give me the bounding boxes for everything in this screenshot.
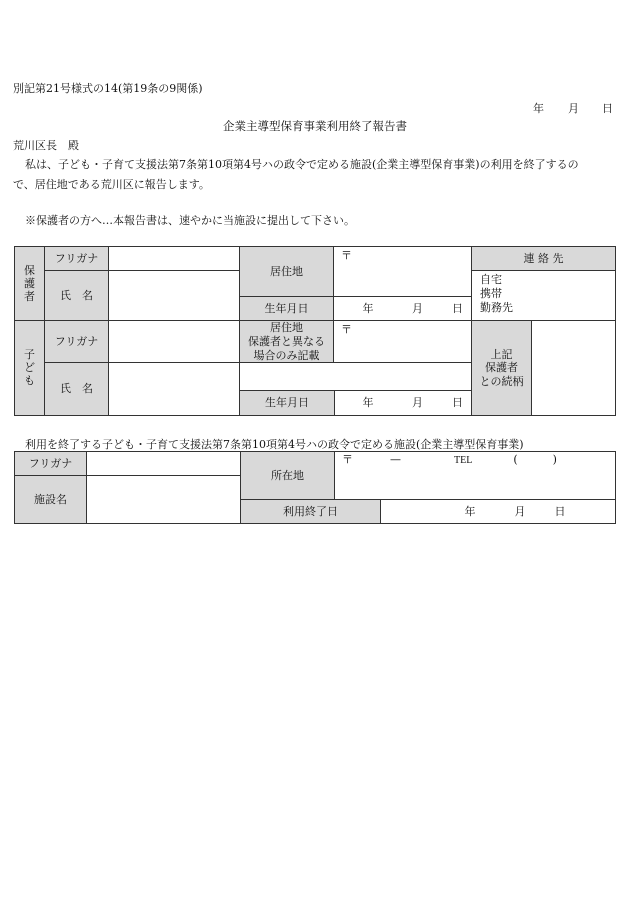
guardian-residence-field[interactable] — [334, 247, 472, 297]
postal-dash: — — [390, 453, 401, 466]
guardian-child-table — [14, 246, 616, 416]
facility-furigana-field[interactable] — [87, 452, 241, 476]
document-title: 企業主導型保育事業利用終了報告書 — [223, 119, 407, 133]
guardian-name-label: 氏 名 — [45, 271, 109, 321]
child-residence-label: 居住地 保護者と異なる 場合のみ記載 — [240, 321, 334, 363]
body-text-line1: 私は、子ども・子育て支援法第7条第10項第4号ハの政令で定める施設(企業主導型保育事業)の利用を終了するの — [25, 158, 579, 171]
facility-name-label: 施設名 — [15, 476, 87, 524]
end-month-label: 月 — [514, 504, 526, 518]
child-label: 子ども — [15, 321, 45, 416]
child-birthdate-field[interactable] — [335, 391, 471, 415]
birth-day-label: 日 — [452, 301, 463, 315]
facility-furigana-label: フリガナ — [15, 452, 87, 476]
tel-paren-close: ) — [552, 453, 557, 466]
postal-mark: 〒 — [341, 249, 352, 262]
guardian-furigana-field[interactable] — [109, 247, 240, 271]
child-furigana-label: フリガナ — [45, 321, 109, 363]
guardian-note: ※保護者の方へ…本報告書は、速やかに当施設に提出して下さい。 — [25, 214, 355, 227]
form-number: 別記第21号様式の14(第19条の9関係) — [13, 82, 203, 95]
child-name-label: 氏 名 — [45, 363, 109, 416]
end-date-label: 利用終了日 — [241, 500, 381, 524]
tel-label: TEL — [454, 455, 473, 466]
date-day-label: 日 — [602, 102, 613, 115]
child-residence-field[interactable] — [334, 321, 472, 363]
guardian-residence-label: 居住地 — [240, 247, 334, 297]
tel-paren-open: ( — [513, 453, 518, 466]
end-year-label: 年 — [464, 504, 476, 518]
postal-mark: 〒 — [341, 323, 352, 336]
facility-location-field[interactable] — [335, 452, 616, 500]
child-birth-year-label: 年 — [362, 396, 374, 410]
child-birth-month-label: 月 — [412, 396, 423, 410]
end-day-label: 日 — [554, 504, 566, 518]
guardian-label: 保護者 — [15, 247, 45, 321]
contact-header: 連 絡 先 — [472, 247, 616, 271]
postal-mark: 〒 — [342, 453, 353, 466]
facility-location-label: 所在地 — [241, 452, 335, 500]
facility-caption: 利用を終了する子ども・子育て支援法第7条第10項第4号ハの政令で定める施設(企業主導型保育事業) — [25, 438, 524, 451]
contact-field[interactable] — [472, 271, 616, 321]
child-birthdate-label: 生年月日 — [240, 391, 335, 415]
guardian-birthdate-field[interactable] — [334, 297, 472, 321]
child-birth-row — [240, 363, 472, 416]
guardian-name-field[interactable] — [109, 271, 240, 321]
date-year-label: 年 — [533, 102, 544, 115]
relation-field[interactable] — [532, 321, 616, 416]
guardian-birthdate-label: 生年月日 — [240, 297, 334, 321]
contact-types: 自宅 携帯 勤務先 — [480, 273, 513, 314]
date-month-label: 月 — [568, 102, 579, 115]
facility-name-field[interactable] — [87, 476, 241, 524]
body-text-line2: で、居住地である荒川区に報告します。 — [13, 178, 210, 191]
child-name-field[interactable] — [109, 363, 240, 416]
birth-year-label: 年 — [362, 301, 374, 315]
child-birth-day-label: 日 — [452, 396, 463, 410]
child-furigana-field[interactable] — [109, 321, 240, 363]
birth-month-label: 月 — [412, 301, 423, 315]
addressee: 荒川区長 殿 — [13, 139, 79, 152]
guardian-furigana-label: フリガナ — [45, 247, 109, 271]
facility-table — [14, 451, 616, 524]
end-date-field[interactable] — [381, 500, 616, 524]
relation-label: 上記 保護者 との続柄 — [472, 321, 532, 416]
